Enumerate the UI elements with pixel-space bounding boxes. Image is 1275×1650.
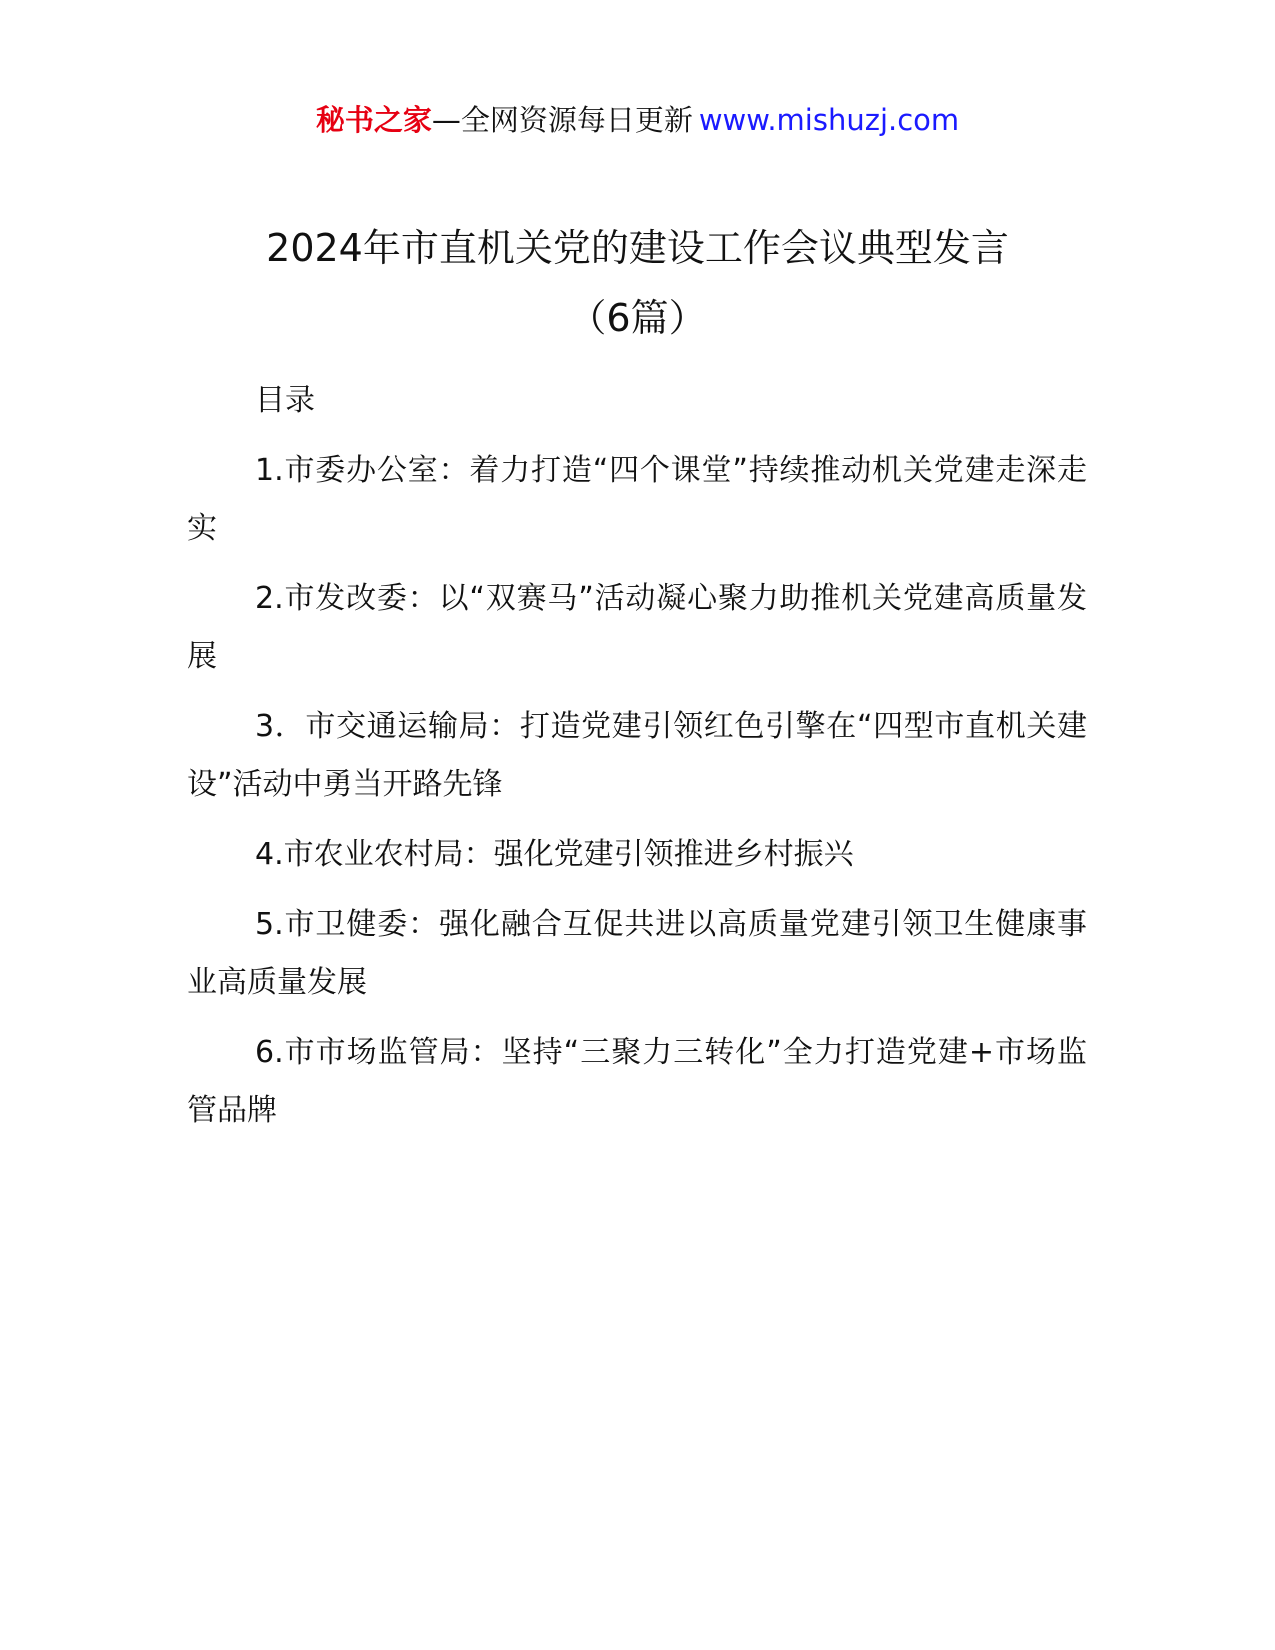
title-line-2: （6篇） xyxy=(568,296,707,340)
table-of-contents xyxy=(187,372,1087,1152)
brand-name: 秘书之家 xyxy=(315,103,432,137)
site-url-link[interactable]: www.mishuzj.com xyxy=(698,103,960,137)
toc-item-5[interactable]: 5.市卫健委：强化融合互促共进以高质量党建引领卫生健康事业高质量发展 xyxy=(187,907,1087,1000)
title-line-1: 2024年市直机关党的建设工作会议典型发言 xyxy=(266,226,1009,270)
document-title xyxy=(185,222,1090,362)
toc-item-1[interactable]: 1.市委办公室：着力打造“四个课堂”持续推动机关党建走深走实 xyxy=(187,453,1087,546)
site-tagline: —全网资源每日更新 xyxy=(431,103,693,137)
toc-item-6[interactable]: 6.市市场监管局：坚持“三聚力三转化”全力打造党建+市场监管品牌 xyxy=(187,1035,1087,1128)
toc-item-3[interactable]: 3．市交通运输局：打造党建引领红色引擎在“四型市直机关建设”活动中勇当开路先锋 xyxy=(187,709,1087,802)
toc-heading: 目录 xyxy=(255,383,315,418)
site-header xyxy=(0,100,1275,140)
toc-item-4[interactable]: 4.市农业农村局：强化党建引领推进乡村振兴 xyxy=(255,837,854,872)
toc-item-2[interactable]: 2.市发改委：以“双赛马”活动凝心聚力助推机关党建高质量发展 xyxy=(187,581,1087,674)
